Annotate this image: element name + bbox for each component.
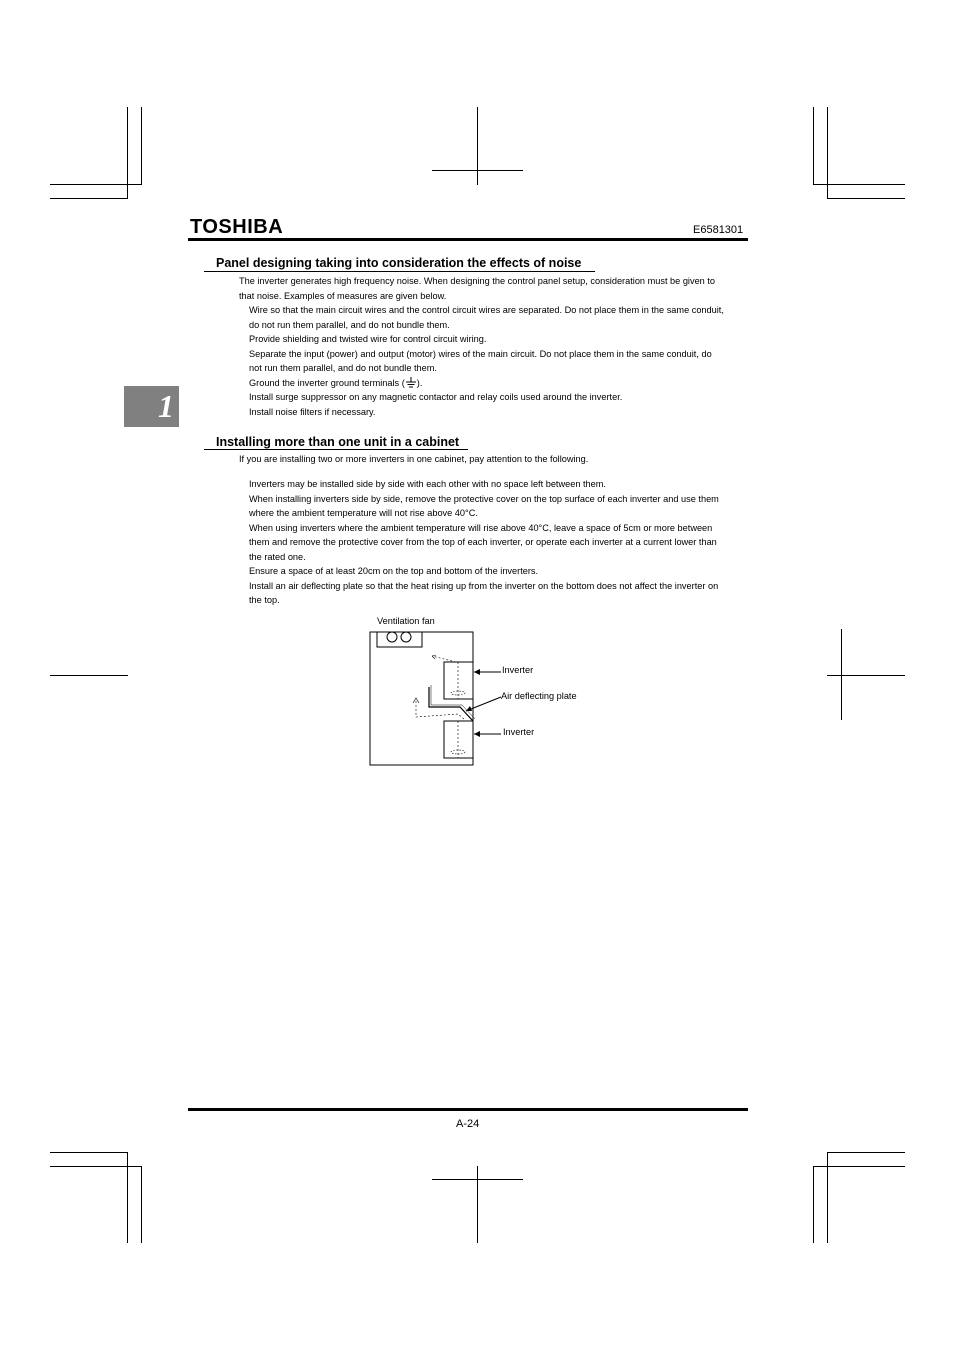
inverter-bottom bbox=[444, 721, 473, 758]
list-item: them and remove the protective cover from the top of each inverter, or operate each inverter at a current lower than bbox=[249, 537, 717, 547]
section-noise-intro: The inverter generates high frequency noise. When designing the control panel setup, consideration must be given to that noise. Examples of measures are given below. bbox=[239, 276, 716, 301]
list-item: Provide shielding and twisted wire for control circuit wiring. bbox=[249, 334, 487, 344]
cabinet-diagram bbox=[360, 625, 510, 770]
list-item: Install an air deflecting plate so that the heat rising up from the inverter on the bottom does not affect the inverter on bbox=[249, 580, 719, 591]
inverter-top-label: Inverter bbox=[502, 665, 534, 675]
chapter-tab bbox=[124, 386, 179, 427]
chapter-number: 1 bbox=[158, 388, 174, 424]
list-item: Inverters may be installed side by side with each other with no space left between them. bbox=[249, 479, 606, 489]
list-item: the rated one. bbox=[249, 551, 306, 562]
air-deflecting-plate-label: Air deflecting plate bbox=[501, 691, 577, 701]
section-cabinet-title: Installing more than one unit in a cabinet bbox=[216, 435, 460, 449]
ventilation-fan-label: Ventilation fan bbox=[377, 616, 435, 626]
list-item: Install noise filters if necessary. bbox=[249, 406, 376, 417]
list-item: When using inverters where the ambient temperature will rise above 40°C, leave a space of 5cm or more between bbox=[249, 522, 713, 533]
ventilation-fan-icon bbox=[377, 632, 422, 647]
list-item: When installing inverters side by side, remove the protective cover on the top surface of each inverter and use them bbox=[249, 493, 719, 504]
section-cabinet-underline bbox=[204, 449, 468, 450]
list-item: Ensure a space of at least 20cm on the top and bottom of the inverters. bbox=[249, 566, 539, 576]
document-number: E6581301 bbox=[693, 224, 744, 236]
toshiba-logo: TOSHIBA bbox=[190, 216, 284, 238]
section-noise-underline bbox=[204, 271, 595, 272]
section-noise-list bbox=[249, 303, 724, 419]
airflow-arrow-top bbox=[432, 656, 456, 662]
header-rule bbox=[188, 238, 748, 241]
section-cabinet-intro: If you are installing two or more inverters in one cabinet, pay attention to the following. bbox=[239, 454, 589, 464]
inverter-bottom-label: Inverter bbox=[503, 727, 535, 737]
inverter-top bbox=[444, 662, 473, 699]
air-deflecting-plate bbox=[429, 687, 473, 721]
page-number: A-24 bbox=[456, 1118, 480, 1130]
list-item: not run them parallel, and do not bundle them. bbox=[249, 363, 437, 373]
list-item: Ground the inverter ground terminals ( ). bbox=[249, 377, 423, 388]
list-item: Wire so that the main circuit wires and the control circuit wires are separated. Do not place them in the same conduit, bbox=[249, 305, 724, 315]
section-cabinet-list bbox=[249, 477, 719, 608]
list-item: Install surge suppressor on any magnetic contactor and relay coils used around the inverter. bbox=[249, 392, 623, 402]
list-item: where the ambient temperature will not rise above 40°C. bbox=[249, 508, 478, 518]
list-item: do not run them parallel, and do not bundle them. bbox=[249, 319, 450, 330]
airflow-arrow-bottom bbox=[416, 699, 464, 719]
ground-symbol-icon bbox=[405, 377, 417, 388]
list-item: the top. bbox=[249, 595, 280, 605]
section-noise-title: Panel designing taking into consideration the effects of noise bbox=[216, 256, 582, 270]
footer-rule bbox=[188, 1108, 748, 1111]
list-item: Separate the input (power) and output (motor) wires of the main circuit. Do not place them in the same conduit, do bbox=[249, 348, 712, 359]
